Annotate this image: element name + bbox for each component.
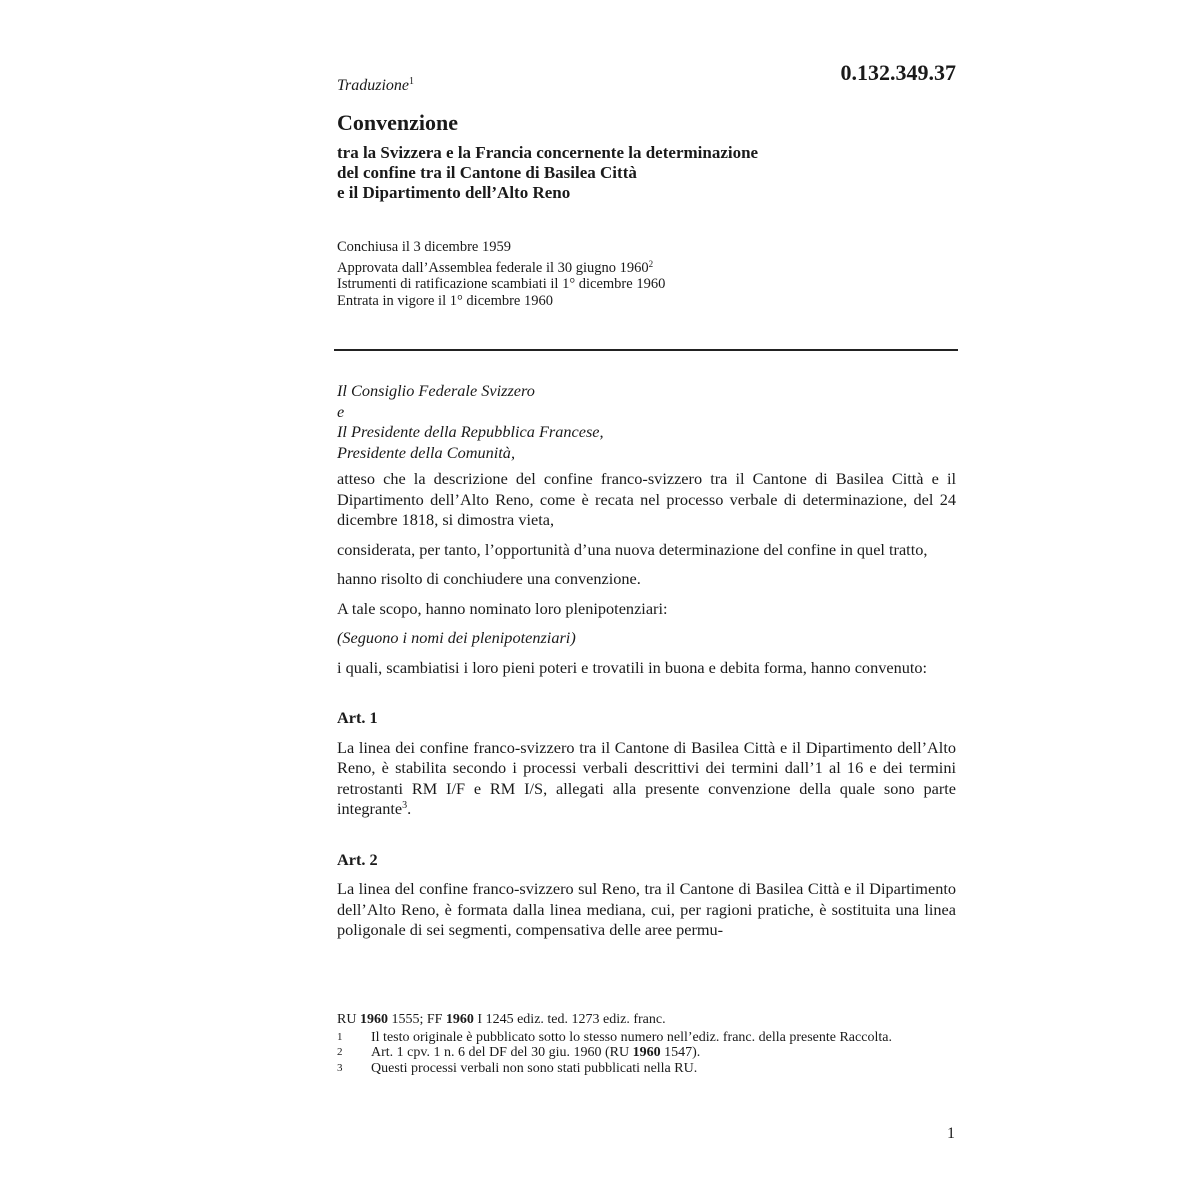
footnote-text: Questi processi verbali non sono stati pubblicati nella RU. (371, 1060, 698, 1076)
footnote-ref-2[interactable]: 2 (648, 258, 654, 269)
preamble-paragraph: A tale scopo, hanno nominato loro plenipotenziari: (337, 598, 668, 618)
subtitle-line: e il Dipartimento dell’Alto Reno (337, 183, 571, 202)
subtitle-line: tra la Svizzera e la Francia concernente la determinazione (337, 143, 759, 162)
preamble-conjunction: e (337, 401, 345, 421)
in-force-date: Entrata in vigore il 1° dicembre 1960 (337, 292, 553, 309)
footnote-item (337, 1045, 956, 1061)
header-divider (334, 349, 958, 351)
document-title: Convenzione (337, 110, 458, 135)
footnote-text: Il testo originale è pubblicato sotto lo stesso numero nell’ediz. franc. della presente Raccolta. (371, 1029, 892, 1045)
approved-date: Approvata dall’Assemblea federale il 30 giugno 1960$^2$ (337, 258, 654, 276)
document-metadata (337, 239, 957, 309)
plenipotentiaries-note: (Seguono i nomi dei plenipotenziari) (337, 628, 576, 647)
subtitle-line: del confine tra il Cantone di Basilea Città (337, 163, 637, 182)
source-reference: RU 1960 1555; FF 1960 I 1245 ediz. ted. 1273 ediz. franc. (337, 1012, 666, 1027)
article-1-text: La linea dei confine franco-svizzero tra il Cantone di Basilea Città e il Dipartimento dell’Alto Reno, è stabilita secondo i processi verbali descrittivi dei termini dall’1 al 16 e dei termini retrostanti RM I/F e RM I/S, allegati alla presente convenzione della quale sono parte integrante$^3$. (337, 737, 956, 818)
article-2-text: La linea del confine franco-svizzero sul Reno, tra il Cantone di Basilea Città e il Dipartimento dell’Alto Reno, è formata dalla linea mediana, cui, per ragioni pratiche, è sostituita una linea poligonale di sei segmenti, compensativa delle aree permu- (337, 879, 956, 939)
footnote-number: 2 (337, 1046, 343, 1058)
footnote-item (337, 1030, 956, 1046)
preamble-closing: i quali, scambiatisi i loro pieni poteri e trovatili in buona e debita forma, hanno convenuto: (337, 657, 928, 677)
footnote-item (337, 1061, 956, 1077)
translation-label: Traduzione$^1$ (337, 76, 415, 94)
concluded-date: Conchiusa il 3 dicembre 1959 (337, 239, 511, 255)
preamble-party-1: Il Consiglio Federale Svizzero (337, 381, 535, 400)
preamble-party-2-title: Presidente della Comunità, (337, 442, 516, 462)
preamble-party-2: Il Presidente della Repubblica Francese, (337, 422, 604, 441)
page-number: 1 (947, 1125, 955, 1142)
preamble-paragraph: considerata, per tanto, l’opportunità d’una nuova determinazione del confine in quel tratto, (337, 539, 928, 559)
footnote-ref-3[interactable]: 3 (402, 800, 408, 811)
preamble-paragraph: atteso che la descrizione del confine franco-svizzero tra il Cantone di Basilea Città e il Dipartimento dell’Alto Reno, come è recata nel processo verbale di determinazione, del 24 dicembre 1818, si dimostra vieta, (337, 469, 956, 529)
sr-number: 0.132.349.37 (840, 60, 956, 85)
footnote-text: Art. 1 cpv. 1 n. 6 del DF del 30 giu. 1960 (RU 1960 1547). (371, 1045, 701, 1060)
footnote-number: 3 (337, 1061, 343, 1074)
article-1-heading: Art. 1 (337, 708, 378, 727)
article-2-heading: Art. 2 (337, 849, 378, 869)
footnote-number: 1 (337, 1030, 343, 1043)
footnote-ref-1[interactable]: 1 (409, 76, 415, 87)
document-subtitle (337, 143, 957, 203)
ratification-date: Istrumenti di ratificazione scambiati il 1° dicembre 1960 (337, 276, 666, 292)
footnotes (337, 1012, 956, 1076)
preamble-paragraph: hanno risolto di conchiudere una convenzione. (337, 569, 641, 588)
document-body (337, 381, 956, 950)
